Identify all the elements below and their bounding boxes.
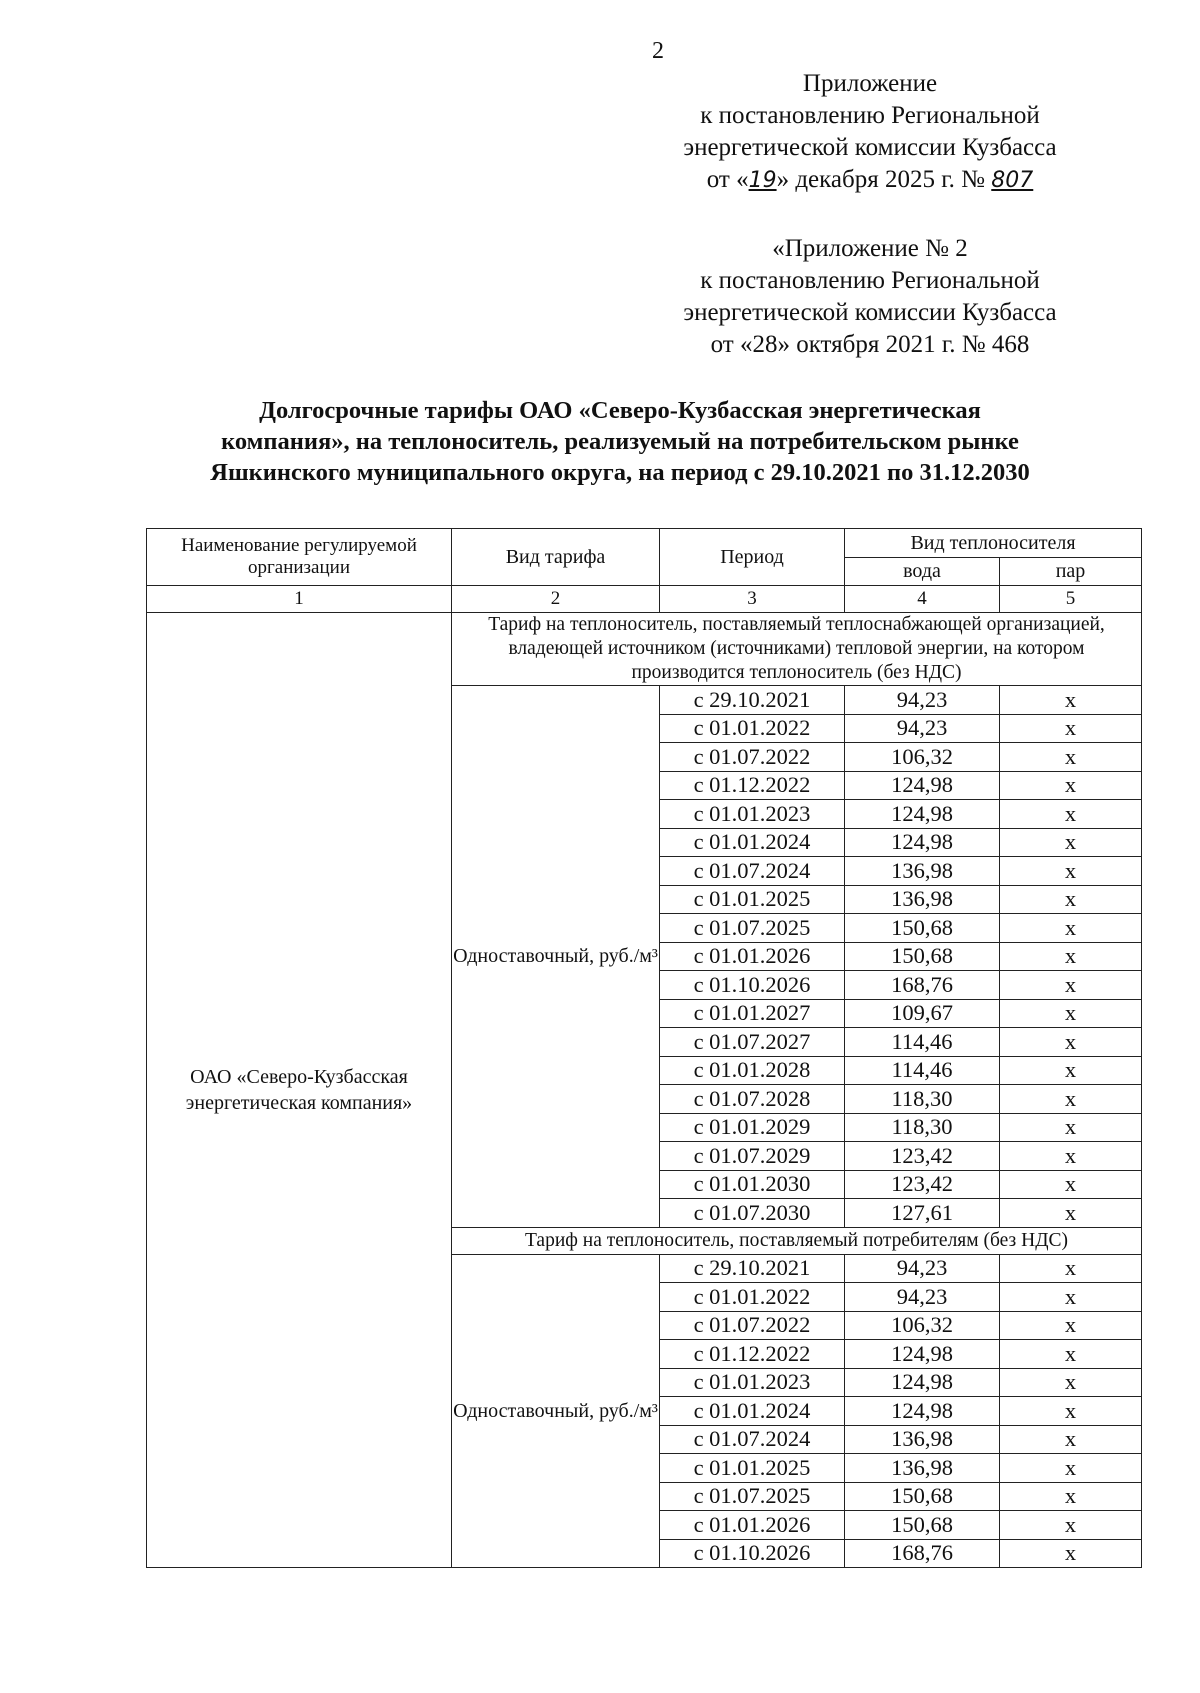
steam-value-cell: х (1000, 1482, 1142, 1511)
period-cell: с 29.10.2021 (660, 1254, 845, 1283)
water-value-cell: 94,23 (845, 1254, 1000, 1283)
water-value-cell: 124,98 (845, 771, 1000, 800)
water-value-cell: 168,76 (845, 1539, 1000, 1568)
steam-value-cell: х (1000, 857, 1142, 886)
handwritten-number: 807 (991, 168, 1034, 193)
steam-value-cell: х (1000, 1425, 1142, 1454)
water-value-cell: 114,46 (845, 1056, 1000, 1085)
steam-value-cell: х (1000, 800, 1142, 829)
appendix-line-3: энергетической комиссии Кузбасса (683, 134, 1057, 161)
steam-value-cell: х (1000, 1142, 1142, 1171)
tariff-table-body (147, 529, 1142, 1568)
header-org: Наименование регулируемой организации (147, 529, 452, 586)
header-water: вода (845, 557, 1000, 586)
steam-value-cell: х (1000, 1511, 1142, 1540)
steam-value-cell: х (1000, 999, 1142, 1028)
period-cell: с 01.07.2025 (660, 914, 845, 943)
period-cell: с 01.07.2022 (660, 743, 845, 772)
steam-value-cell: х (1000, 1283, 1142, 1312)
page-number: 2 (652, 38, 664, 64)
header-carrier: Вид теплоносителя (845, 529, 1142, 558)
water-value-cell: 150,68 (845, 942, 1000, 971)
steam-value-cell: х (1000, 1028, 1142, 1057)
tariff-type-cell: Одноставочный, руб./м³ (452, 1254, 660, 1568)
steam-value-cell: х (1000, 971, 1142, 1000)
water-value-cell: 124,98 (845, 800, 1000, 829)
water-value-cell: 118,30 (845, 1113, 1000, 1142)
period-cell: с 01.07.2027 (660, 1028, 845, 1057)
steam-value-cell: х (1000, 686, 1142, 715)
water-value-cell: 150,68 (845, 914, 1000, 943)
period-cell: с 01.01.2024 (660, 828, 845, 857)
water-value-cell: 136,98 (845, 1454, 1000, 1483)
original-line-3: энергетической комиссии Кузбасса (683, 299, 1057, 326)
water-value-cell: 118,30 (845, 1085, 1000, 1114)
period-cell: с 01.01.2023 (660, 800, 845, 829)
period-cell: с 01.01.2026 (660, 942, 845, 971)
water-value-cell: 109,67 (845, 999, 1000, 1028)
steam-value-cell: х (1000, 1340, 1142, 1369)
steam-value-cell: х (1000, 1311, 1142, 1340)
period-cell: с 01.12.2022 (660, 1340, 845, 1369)
period-cell: с 01.01.2022 (660, 714, 845, 743)
appendix-line-2: к постановлению Региональной (700, 102, 1040, 129)
period-cell: с 01.01.2028 (660, 1056, 845, 1085)
col-number: 4 (845, 586, 1000, 613)
col-number: 1 (147, 586, 452, 613)
period-cell: с 29.10.2021 (660, 686, 845, 715)
water-value-cell: 106,32 (845, 1311, 1000, 1340)
original-appendix-header (630, 233, 1110, 361)
period-cell: с 01.07.2024 (660, 857, 845, 886)
steam-value-cell: х (1000, 828, 1142, 857)
water-value-cell: 124,98 (845, 1397, 1000, 1426)
water-value-cell: 94,23 (845, 714, 1000, 743)
original-line-4: от «28» октября 2021 г. № 468 (710, 331, 1030, 358)
title-line-1: Долгосрочные тарифы ОАО «Северо-Кузбасская энергетическая (259, 397, 981, 424)
appendix-date-line (630, 164, 1110, 197)
tariff-type-cell: Одноставочный, руб./м³ (452, 686, 660, 1228)
period-cell: с 01.01.2029 (660, 1113, 845, 1142)
original-line-2: к постановлению Региональной (700, 267, 1040, 294)
water-value-cell: 168,76 (845, 971, 1000, 1000)
title-line-2: компания», на теплоноситель, реализуемый на потребительском рынке (221, 428, 1019, 455)
period-cell: с 01.01.2023 (660, 1368, 845, 1397)
section-title: Тариф на теплоноситель, поставляемый потребителям (без НДС) (452, 1227, 1142, 1254)
steam-value-cell: х (1000, 743, 1142, 772)
steam-value-cell: х (1000, 1397, 1142, 1426)
col-number: 5 (1000, 586, 1142, 613)
steam-value-cell: х (1000, 1254, 1142, 1283)
header-period: Период (660, 529, 845, 586)
water-value-cell: 124,98 (845, 1368, 1000, 1397)
period-cell: с 01.01.2022 (660, 1283, 845, 1312)
water-value-cell: 150,68 (845, 1511, 1000, 1540)
section-title-row (147, 613, 1142, 686)
period-cell: с 01.01.2025 (660, 885, 845, 914)
steam-value-cell: х (1000, 914, 1142, 943)
period-cell: с 01.10.2026 (660, 1539, 845, 1568)
steam-value-cell: х (1000, 714, 1142, 743)
water-value-cell: 124,98 (845, 828, 1000, 857)
section-title: Тариф на теплоноситель, поставляемый теплоснабжающей организацией, владеющей источником (источниками) тепловой энергии, на котором производится теплоноситель (без НДС) (452, 613, 1142, 686)
col-number: 3 (660, 586, 845, 613)
steam-value-cell: х (1000, 1454, 1142, 1483)
water-value-cell: 136,98 (845, 857, 1000, 886)
steam-value-cell: х (1000, 1368, 1142, 1397)
period-cell: с 01.01.2027 (660, 999, 845, 1028)
water-value-cell: 94,23 (845, 686, 1000, 715)
water-value-cell: 123,42 (845, 1170, 1000, 1199)
period-cell: с 01.01.2025 (660, 1454, 845, 1483)
water-value-cell: 114,46 (845, 1028, 1000, 1057)
steam-value-cell: х (1000, 885, 1142, 914)
document-title (130, 395, 1110, 488)
handwritten-day: 19 (748, 168, 777, 193)
water-value-cell: 127,61 (845, 1199, 1000, 1228)
period-cell: с 01.07.2025 (660, 1482, 845, 1511)
col-number: 2 (452, 586, 660, 613)
header-row-1 (147, 529, 1142, 558)
steam-value-cell: х (1000, 1085, 1142, 1114)
period-cell: с 01.07.2030 (660, 1199, 845, 1228)
period-cell: с 01.07.2022 (660, 1311, 845, 1340)
water-value-cell: 136,98 (845, 1425, 1000, 1454)
water-value-cell: 150,68 (845, 1482, 1000, 1511)
steam-value-cell: х (1000, 1113, 1142, 1142)
title-line-3: Яшкинского муниципального округа, на период с 29.10.2021 по 31.12.2030 (210, 459, 1030, 486)
tariff-table (146, 528, 1142, 1568)
date-prefix: от « (706, 166, 749, 193)
column-numbers-row (147, 586, 1142, 613)
period-cell: с 01.10.2026 (660, 971, 845, 1000)
period-cell: с 01.07.2024 (660, 1425, 845, 1454)
header-steam: пар (1000, 557, 1142, 586)
steam-value-cell: х (1000, 1199, 1142, 1228)
water-value-cell: 136,98 (845, 885, 1000, 914)
date-middle: » декабря 2025 г. № (776, 166, 986, 193)
header-tariff-type: Вид тарифа (452, 529, 660, 586)
period-cell: с 01.12.2022 (660, 771, 845, 800)
original-line-1: «Приложение № 2 (772, 235, 968, 262)
water-value-cell: 123,42 (845, 1142, 1000, 1171)
water-value-cell: 94,23 (845, 1283, 1000, 1312)
steam-value-cell: х (1000, 1539, 1142, 1568)
period-cell: с 01.01.2024 (660, 1397, 845, 1426)
organization-cell: ОАО «Северо-Кузбасская энергетическая компания» (147, 613, 452, 1568)
period-cell: с 01.01.2030 (660, 1170, 845, 1199)
period-cell: с 01.01.2026 (660, 1511, 845, 1540)
water-value-cell: 106,32 (845, 743, 1000, 772)
steam-value-cell: х (1000, 942, 1142, 971)
appendix-header (630, 68, 1110, 197)
appendix-line-1: Приложение (802, 70, 938, 97)
steam-value-cell: х (1000, 771, 1142, 800)
steam-value-cell: х (1000, 1056, 1142, 1085)
period-cell: с 01.07.2029 (660, 1142, 845, 1171)
water-value-cell: 124,98 (845, 1340, 1000, 1369)
period-cell: с 01.07.2028 (660, 1085, 845, 1114)
steam-value-cell: х (1000, 1170, 1142, 1199)
